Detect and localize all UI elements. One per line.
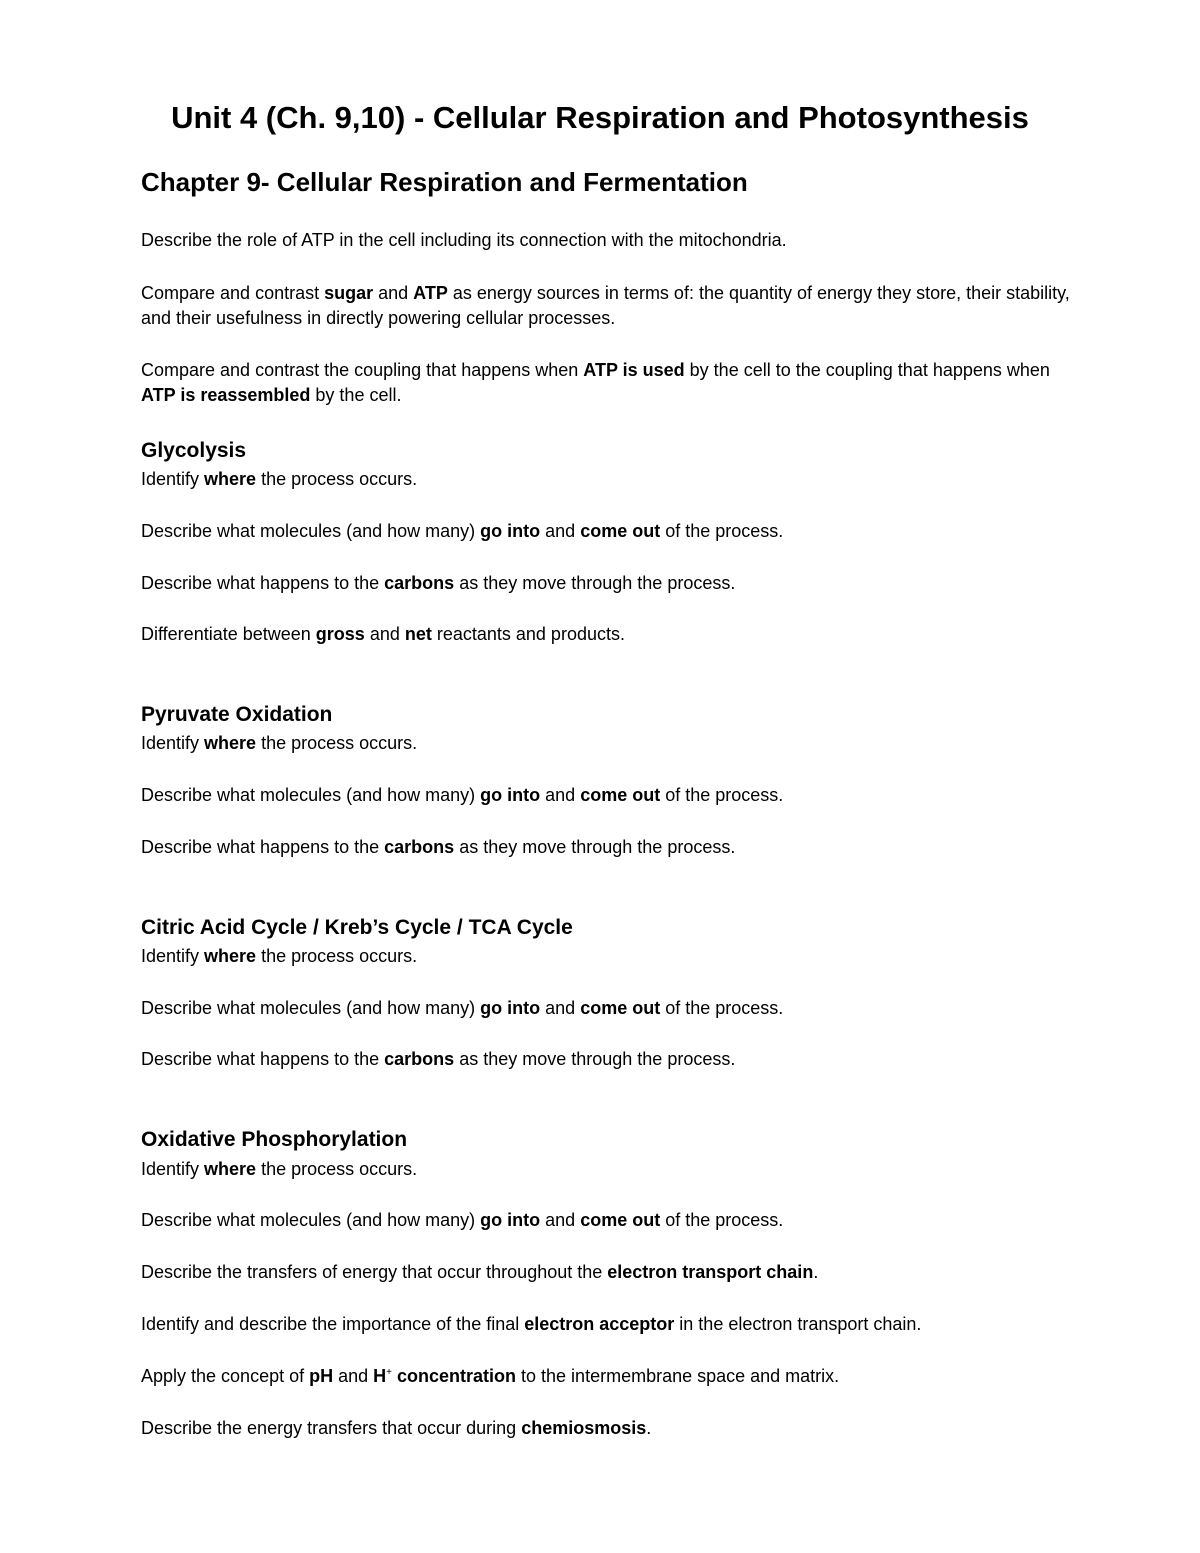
text: Describe what molecules (and how many) (141, 1210, 481, 1230)
text: Identify (141, 733, 205, 753)
bold-term: carbons (384, 573, 455, 593)
text: Describe the role of ATP in the cell including its connection with the mitochondria. (141, 230, 787, 250)
intro-paragraph-sugar-atp (141, 281, 1086, 331)
text: the process occurs. (256, 1159, 418, 1179)
oxphos-ph-concentration (141, 1364, 1086, 1389)
oxphos-electron-transport-chain (141, 1260, 1086, 1285)
text: and (373, 283, 414, 303)
text: Describe the energy transfers that occur during (141, 1418, 522, 1438)
intro-paragraph-coupling (141, 358, 1086, 408)
text: . (646, 1418, 652, 1438)
oxphos-molecules (141, 1208, 1086, 1233)
text: Identify (141, 469, 205, 489)
text: of the process. (660, 1210, 784, 1230)
chapter-heading: Chapter 9- Cellular Respiration and Fermentation (141, 167, 748, 197)
glycolysis-molecules (141, 519, 1086, 544)
text: Identify (141, 946, 205, 966)
bold-term: go into (480, 521, 541, 541)
text: and (540, 998, 581, 1018)
bold-term: net (404, 624, 432, 644)
glycolysis-gross-net (141, 622, 1086, 647)
text: Describe what molecules (and how many) (141, 998, 481, 1018)
text: by the cell. (310, 385, 402, 405)
text: Identify (141, 1159, 205, 1179)
pyruvate-where (141, 731, 1086, 756)
text: Compare and contrast the coupling that happens when (141, 360, 584, 380)
text: as they move through the process. (454, 573, 736, 593)
text: Describe what happens to the (141, 1049, 385, 1069)
bold-term: ATP (413, 283, 448, 303)
section-heading-oxidative-phosphorylation: Oxidative Phosphorylation (141, 1128, 408, 1151)
text: of the process. (660, 521, 784, 541)
text: the process occurs. (256, 469, 418, 489)
bold-term: ATP is used (583, 360, 685, 380)
text: reactants and products. (431, 624, 625, 644)
citric-carbons (141, 1047, 1086, 1072)
intro-paragraph-atp-role (141, 228, 1086, 253)
oxphos-where (141, 1157, 1086, 1182)
text: and (364, 624, 405, 644)
text: as energy sources in terms of: the quantity of energy they store, their stability, and their usefulness in directly powering cellular processes. (141, 283, 1070, 328)
section-heading-glycolysis: Glycolysis (141, 439, 247, 462)
bold-term: carbons (384, 837, 455, 857)
bold-term: H (373, 1366, 387, 1386)
citric-molecules (141, 996, 1086, 1021)
text: Compare and contrast (141, 283, 325, 303)
text: and (540, 785, 581, 805)
text: the process occurs. (256, 946, 418, 966)
oxphos-chemiosmosis (141, 1416, 1086, 1441)
bold-term: go into (480, 998, 541, 1018)
section-heading-pyruvate-oxidation: Pyruvate Oxidation (141, 703, 333, 726)
text: by the cell to the coupling that happens when (684, 360, 1050, 380)
bold-term: where (204, 1159, 257, 1179)
glycolysis-where (141, 467, 1086, 492)
text: Describe what molecules (and how many) (141, 521, 481, 541)
text: Apply the concept of (141, 1366, 310, 1386)
glycolysis-carbons (141, 571, 1086, 596)
bold-term: electron transport chain (607, 1262, 814, 1282)
bold-term: come out (580, 785, 661, 805)
text: Describe what happens to the (141, 573, 385, 593)
text: . (813, 1262, 819, 1282)
superscript: + (386, 1367, 392, 1378)
bold-term: come out (580, 998, 661, 1018)
text: and (333, 1366, 374, 1386)
bold-term: electron acceptor (524, 1314, 675, 1334)
citric-where (141, 944, 1086, 969)
text: Describe the transfers of energy that occur throughout the (141, 1262, 608, 1282)
bold-term: come out (580, 1210, 661, 1230)
text: in the electron transport chain. (674, 1314, 922, 1334)
bold-term: sugar (324, 283, 374, 303)
bold-term: where (204, 733, 257, 753)
section-heading-citric-acid-cycle: Citric Acid Cycle / Kreb’s Cycle / TCA Cycle (141, 916, 573, 939)
bold-term: ATP is reassembled (141, 385, 311, 405)
page-title: Unit 4 (Ch. 9,10) - Cellular Respiration and Photosynthesis (171, 100, 1029, 135)
bold-term: come out (580, 521, 661, 541)
text: Identify and describe the importance of the final (141, 1314, 525, 1334)
bold-term: chemiosmosis (521, 1418, 647, 1438)
oxphos-electron-acceptor (141, 1312, 1086, 1337)
pyruvate-molecules (141, 783, 1086, 808)
text: and (540, 1210, 581, 1230)
text: of the process. (660, 998, 784, 1018)
bold-term: gross (315, 624, 365, 644)
bold-term: go into (480, 1210, 541, 1230)
text: and (540, 521, 581, 541)
bold-term: pH (309, 1366, 334, 1386)
bold-term: concentration (392, 1366, 517, 1386)
text: to the intermembrane space and matrix. (516, 1366, 840, 1386)
text: as they move through the process. (454, 1049, 736, 1069)
text: Differentiate between (141, 624, 316, 644)
bold-term: go into (480, 785, 541, 805)
bold-term: carbons (384, 1049, 455, 1069)
text: of the process. (660, 785, 784, 805)
bold-term: where (204, 946, 257, 966)
text: as they move through the process. (454, 837, 736, 857)
text: the process occurs. (256, 733, 418, 753)
text: Describe what happens to the (141, 837, 385, 857)
text: Describe what molecules (and how many) (141, 785, 481, 805)
pyruvate-carbons (141, 835, 1086, 860)
bold-term: where (204, 469, 257, 489)
